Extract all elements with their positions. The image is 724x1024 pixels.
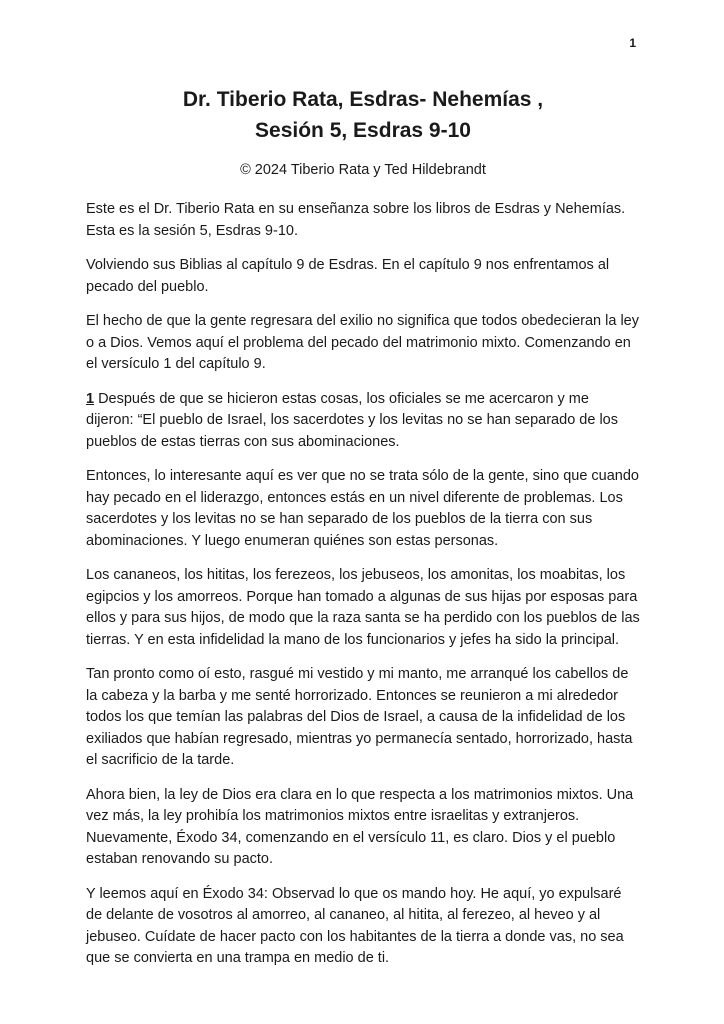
paragraph-text: Y leemos aquí en Éxodo 34: Observad lo que os mando hoy. He aquí, yo expulsaré de delante de vosotros al amorreo, al cananeo, al hitita, al ferezeo, al heveo y al jebuseo. Cuídate de hacer pacto con los habitantes de la tierra a donde vas, no sea que se convierta en una trampa en medio de ti. [86,885,624,967]
paragraph-bibles [86,255,640,298]
paragraph-leadership [86,466,640,552]
title-line-1: Dr. Tiberio Rata, Esdras- Nehemías , [182,88,544,111]
paragraph-exodus [86,884,640,970]
verse-number: 1 [86,390,95,407]
paragraph-mourning [86,664,640,772]
document-title [86,84,640,146]
body-text [86,199,640,970]
paragraph-text: El hecho de que la gente regresara del exilio no significa que todos obedecieran la ley o a Dios. Vemos aquí el problema del pecado del matrimonio mixto. Comenzando en el versículo 1 del capítulo 9. [86,313,639,373]
copyright-line: © 2024 Tiberio Rata y Ted Hildebrandt [240,162,486,179]
title-line-2: Sesión 5, Esdras 9-10 [255,119,471,142]
paragraph-text: Los cananeos, los hititas, los ferezeos, los jebuseos, los amonitas, los moabitas, los egipcios y los amorreos. Porque han tomado a algunas de sus hijas por esposas para ellos y para sus hijos, de modo que la raza santa se ha perdido con los pueblos de las tierras. Y en esta infidelidad la mano de los funcionarios y jefes ha sido la principal. [86,567,640,648]
paragraph-intro [86,199,640,242]
page-content [86,0,640,983]
paragraph-text: Ahora bien, la ley de Dios era clara en lo que respecta a los matrimonios mixtos. Una vez más, la ley prohibía los matrimonios mixtos entre israelitas y extranjeros. Nuevamente, Éxodo 34, comenzando en el versículo 11, es claro. Dios y el pueblo estaban renovando su pacto. [86,786,634,868]
paragraph-text: Tan pronto como oí esto, rasgué mi vestido y mi manto, me arranqué los cabellos de la cabeza y la barba y me senté horrorizado. Entonces se reunieron a mi alrededor todos los que temían las palabras del Dios de Israel, a causa de la infidelidad de los exiliados que habían regresado, mientras yo permanecía sentado, horrorizado, hasta el sacrificio de la tarde. [86,666,633,769]
paragraph-text: Volviendo sus Biblias al capítulo 9 de Esdras. En el capítulo 9 nos enfrentamos al pecado del pueblo. [86,257,610,295]
paragraph-text: Entonces, lo interesante aquí es ver que no se trata sólo de la gente, sino que cuando hay pecado en el liderazgo, entonces estás en un nivel diferente de problemas. Los sacerdotes y los levitas no se han separado de los pueblos de la tierra con sus abominaciones. Y luego enumeran quiénes son estas personas. [86,468,639,549]
paragraph-text: Después de que se hicieron estas cosas, los oficiales se me acercaron y me dijeron: “El pueblo de Israel, los sacerdotes y los levitas no se han separado de los pueblos de estas tierras con sus abominaciones. [86,390,618,450]
paragraph-exile [86,311,640,376]
paragraph-text: Este es el Dr. Tiberio Rata en su enseñanza sobre los libros de Esdras y Nehemías. Esta es la sesión 5, Esdras 9-10. [86,201,626,239]
paragraph-verse-1 [86,389,640,454]
paragraph-law [86,785,640,871]
paragraph-peoples-list [86,565,640,651]
page-number: 1 [629,36,636,50]
